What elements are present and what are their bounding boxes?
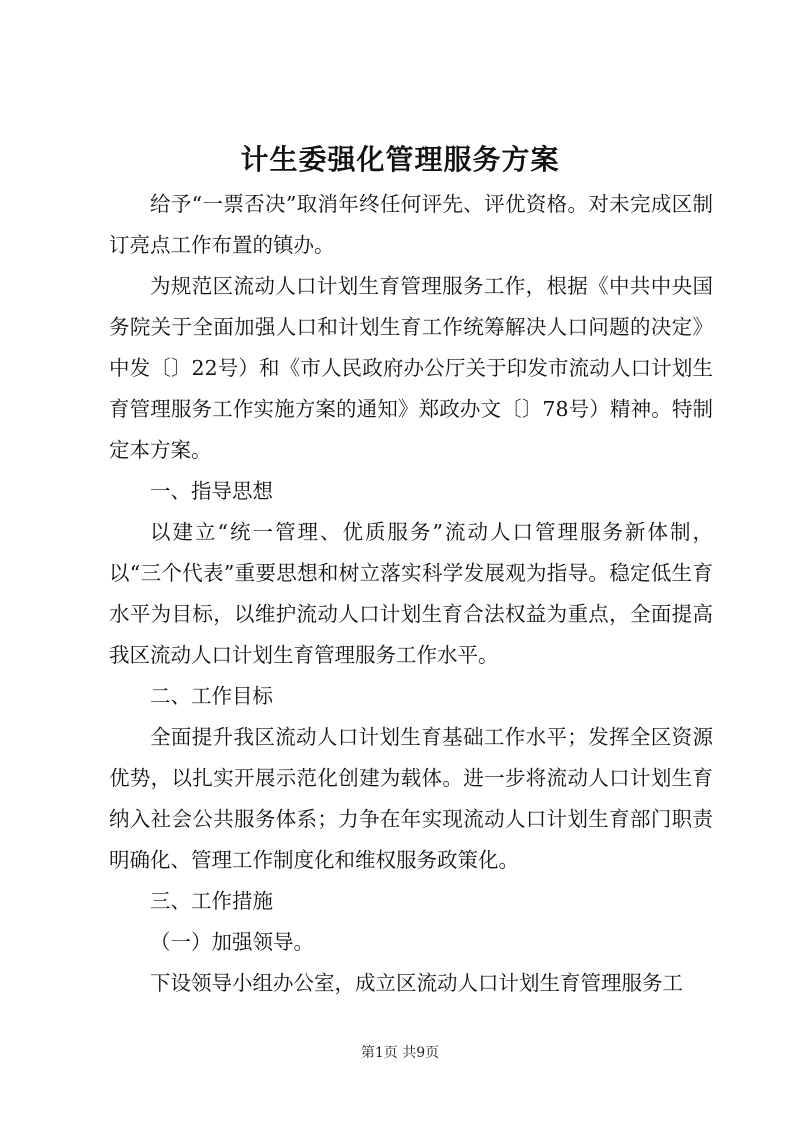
paragraph-leadership: 下设领导小组办公室，成立区流动人口计划生育管理服务工	[150, 971, 683, 995]
subsection-heading-leadership: （一）加强领导。	[150, 930, 314, 954]
document-body	[109, 184, 713, 1004]
paragraph-purpose: 为规范区流动人口计划生育管理服务工作，根据《中共中央国务院关于全面加强人口和计划生育工作统筹解决人口问题的决定》中发〔〕22号）和《市人民政府办公厅关于印发市流动人口计划生育管理服务工作实施方案的通知》郑政办文〔〕78号）精神。特制定本方案。	[109, 274, 713, 462]
paragraph-intro: 给予“一票否决”取消年终任何评先、评优资格。对未完成区制订亮点工作布置的镇办。	[109, 192, 713, 257]
page-footer: 第1页 共9页	[360, 1045, 440, 1061]
section-heading-work-measures: 三、工作措施	[150, 889, 273, 913]
section-heading-guiding-ideology: 一、指导思想	[150, 479, 273, 503]
document-title: 计生委强化管理服务方案	[240, 143, 560, 176]
paragraph-work-goals: 全面提升我区流动人口计划生育基础工作水平；发挥全区资源优势，以扎实开展示范化创建为载体。进一步将流动人口计划生育纳入社会公共服务体系；力争在年实现流动人口计划生育部门职责明确化、管理工作制度化和维权服务政策化。	[109, 725, 713, 872]
paragraph-guiding-ideology: 以建立“统一管理、优质服务”流动人口管理服务新体制，以“三个代表”重要思想和树立落实科学发展观为指导。稳定低生育水平为目标，以维护流动人口计划生育合法权益为重点，全面提高我区流动人口计划生育管理服务工作水平。	[109, 520, 713, 667]
section-heading-work-goals: 二、工作目标	[150, 684, 273, 708]
